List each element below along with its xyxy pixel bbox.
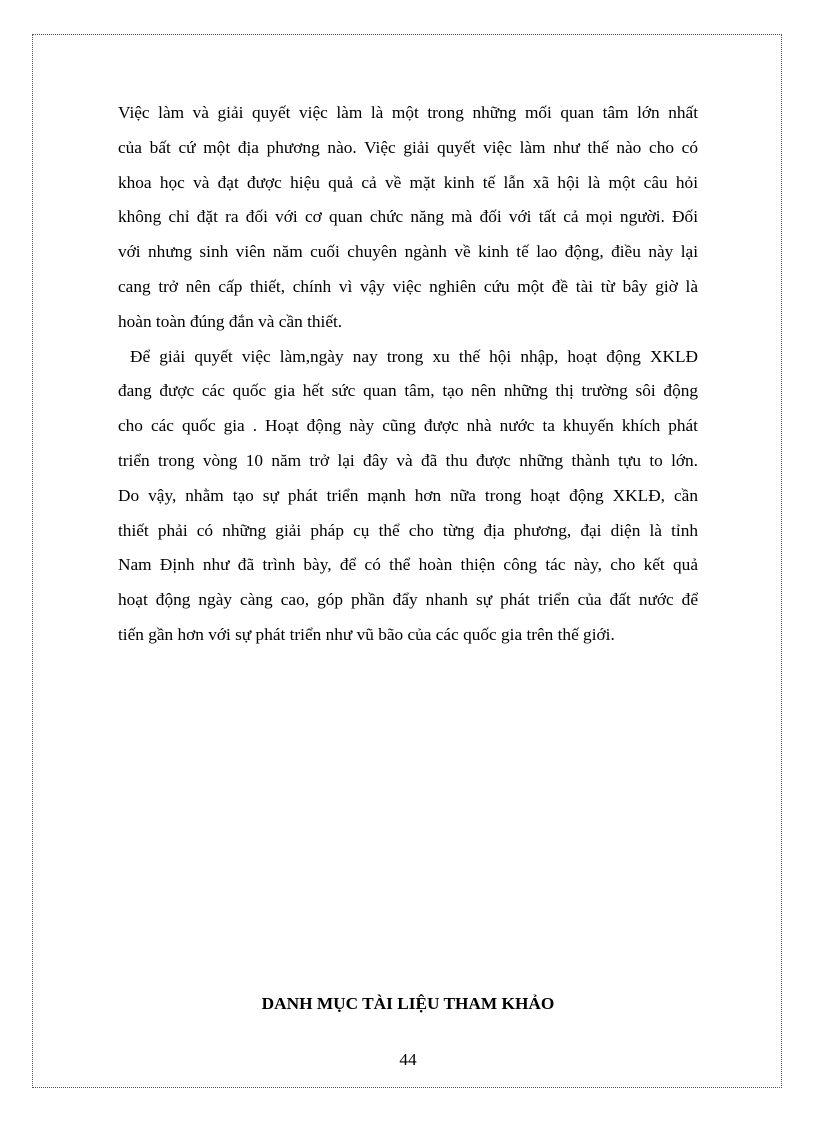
text-line: thiết phải có những giải pháp cụ thể cho từng địa phương, đại diện là tỉnh bbox=[118, 520, 698, 540]
text-line: với nhưng sinh viên năm cuối chuyên ngành về kinh tế lao động, điều này lại bbox=[118, 242, 698, 262]
references-heading: DANH MỤC TÀI LIỆU THAM KHẢO bbox=[261, 994, 555, 1013]
paragraph-1 bbox=[118, 96, 698, 340]
paragraph-2 bbox=[118, 340, 698, 653]
text-line: hoàn toàn đúng đắn và cần thiết. bbox=[118, 311, 343, 331]
text-line: triển trong vòng 10 năm trở lại đây và đã thu được những thành tựu to lớn. bbox=[118, 450, 698, 470]
text-line: cho các quốc gia . Hoạt động này cũng được nhà nước ta khuyến khích phát bbox=[118, 416, 698, 436]
text-line: Việc làm và giải quyết việc làm là một trong những mối quan tâm lớn nhất bbox=[118, 103, 698, 122]
page-number: 44 bbox=[399, 1050, 417, 1069]
text-line: Do vậy, nhằm tạo sự phát triển mạnh hơn nữa trong hoạt động XKLĐ, cần bbox=[118, 485, 698, 505]
text-line: khoa học và đạt được hiệu quả cả về mặt kinh tế lẫn xã hội là một câu hỏi bbox=[118, 172, 698, 192]
text-line: Nam Định như đã trình bày, để có thể hoàn thiện công tác này, cho kết quả bbox=[118, 555, 698, 575]
text-line: cang trở nên cấp thiết, chính vì vậy việc nghiên cứu một đề tài từ bây giờ là bbox=[118, 276, 698, 296]
body-text bbox=[118, 96, 698, 653]
text-line: Để giải quyết việc làm,ngày nay trong xu thế hội nhập, hoạt động XKLĐ bbox=[130, 346, 698, 366]
text-line: không chỉ đặt ra đối với cơ quan chức năng mà đối với tất cả mọi người. Đối bbox=[118, 207, 698, 227]
text-line: hoạt động ngày càng cao, góp phần đẩy nhanh sự phát triển của đất nước để bbox=[118, 590, 698, 610]
text-line: của bất cứ một địa phương nào. Việc giải quyết việc làm như thế nào cho có bbox=[118, 137, 698, 157]
text-line: tiến gần hơn với sự phát triển như vũ bão của các quốc gia trên thế giới. bbox=[118, 624, 615, 644]
text-line: đang được các quốc gia hết sức quan tâm, tạo nên những thị trường sôi động bbox=[118, 381, 698, 401]
